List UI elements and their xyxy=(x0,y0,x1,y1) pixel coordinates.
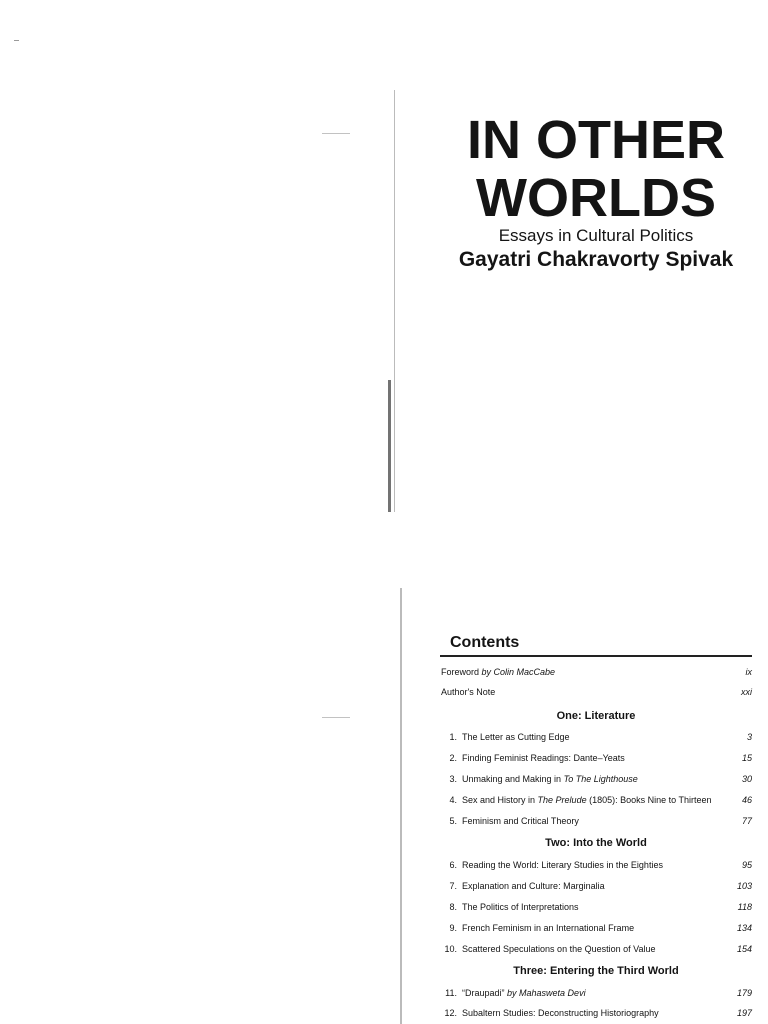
toc-entry xyxy=(441,732,752,748)
toc-entry-page: 154 xyxy=(736,944,752,954)
toc-entry xyxy=(441,988,752,1004)
toc-entry-number: 6. xyxy=(449,860,457,870)
toc-entry xyxy=(441,902,752,918)
part-heading: Three: Entering the Third World xyxy=(513,965,679,977)
toc-entry-page: 134 xyxy=(736,923,752,933)
toc-entry-number: 5. xyxy=(449,816,457,826)
toc-entry-number: 4. xyxy=(449,795,457,805)
part-heading: Two: Into the World xyxy=(545,837,647,849)
toc-entry-number: 2. xyxy=(449,753,457,763)
toc-entry-page: 103 xyxy=(736,881,752,891)
contents-heading: Contents xyxy=(450,634,520,651)
toc-entry-page: 15 xyxy=(741,753,752,763)
toc-entry-page: 179 xyxy=(736,988,752,998)
toc-entry-page: 30 xyxy=(741,774,752,784)
toc-entry-title: Unmaking and Making in To The Lighthouse xyxy=(462,774,638,784)
scan-speck xyxy=(14,40,19,41)
toc-entry-page: 46 xyxy=(741,795,752,805)
toc-entry-title: Feminism and Critical Theory xyxy=(462,816,579,826)
toc-entry-number: 12. xyxy=(444,1008,457,1018)
toc-entry xyxy=(441,1008,752,1024)
book-title-line2: WORLDS xyxy=(476,168,716,228)
toc-entry-page: xxi xyxy=(741,687,752,697)
toc-entry-number: 7. xyxy=(449,881,457,891)
book-author: Gayatri Chakravorty Spivak xyxy=(458,248,734,271)
part-heading: One: Literature xyxy=(556,710,636,722)
toc-entry xyxy=(441,753,752,769)
contents-page xyxy=(0,512,768,1024)
toc-entry-title: Explanation and Culture: Marginalia xyxy=(462,881,605,891)
toc-entry-title: The Politics of Interpretations xyxy=(462,902,579,912)
toc-entry-page: 3 xyxy=(746,732,752,742)
toc-entry-title: French Feminism in an International Frame xyxy=(462,923,635,933)
toc-entry xyxy=(441,923,752,939)
toc-entry-page: 77 xyxy=(741,816,752,826)
page-gutter xyxy=(400,588,402,1024)
toc-entry xyxy=(441,881,752,897)
toc-entry-title: “Draupadi” by Mahasweta Devi xyxy=(462,988,586,998)
book-subtitle: Essays in Cultural Politics xyxy=(498,226,694,245)
toc-entry-number: 10. xyxy=(444,944,457,954)
toc-entry-number: 8. xyxy=(449,902,457,912)
toc-entry xyxy=(441,667,752,683)
toc-entry-title: Subaltern Studies: Deconstructing Historiography xyxy=(462,1008,659,1018)
contents-rule xyxy=(440,655,752,657)
toc-entry-title: Author's Note xyxy=(441,687,496,697)
toc-entry xyxy=(441,687,752,703)
toc-entry-title: Foreword by Colin MacCabe xyxy=(441,667,556,677)
scan-speck xyxy=(322,717,350,718)
toc-entry-title: Scattered Speculations on the Question of Value xyxy=(462,944,656,954)
toc-entry xyxy=(441,860,752,876)
toc-entry-page: 95 xyxy=(741,860,752,870)
toc-entry-title: Reading the World: Literary Studies in the Eighties xyxy=(462,860,663,870)
toc-entry-page: 118 xyxy=(737,902,752,912)
toc-entry-number: 11. xyxy=(445,988,457,998)
toc-entry-title: Sex and History in The Prelude (1805): Books Nine to Thirteen xyxy=(462,795,712,805)
toc-entry-number: 9. xyxy=(449,923,457,933)
toc-entry xyxy=(441,774,752,790)
toc-entry-number: 1. xyxy=(449,732,457,742)
page-gutter xyxy=(394,90,395,580)
scan-speck xyxy=(322,133,350,134)
toc-entry-page: 197 xyxy=(736,1008,752,1018)
toc-entry xyxy=(441,944,752,960)
toc-entry-title: The Letter as Cutting Edge xyxy=(462,732,570,742)
toc-entry xyxy=(441,816,752,832)
toc-entry-number: 3. xyxy=(449,774,457,784)
toc-entry xyxy=(441,795,752,811)
book-title-line1: IN OTHER xyxy=(466,110,725,170)
toc-entry-page: ix xyxy=(745,667,752,677)
toc-entry-title: Finding Feminist Readings: Dante–Yeats xyxy=(462,753,625,763)
